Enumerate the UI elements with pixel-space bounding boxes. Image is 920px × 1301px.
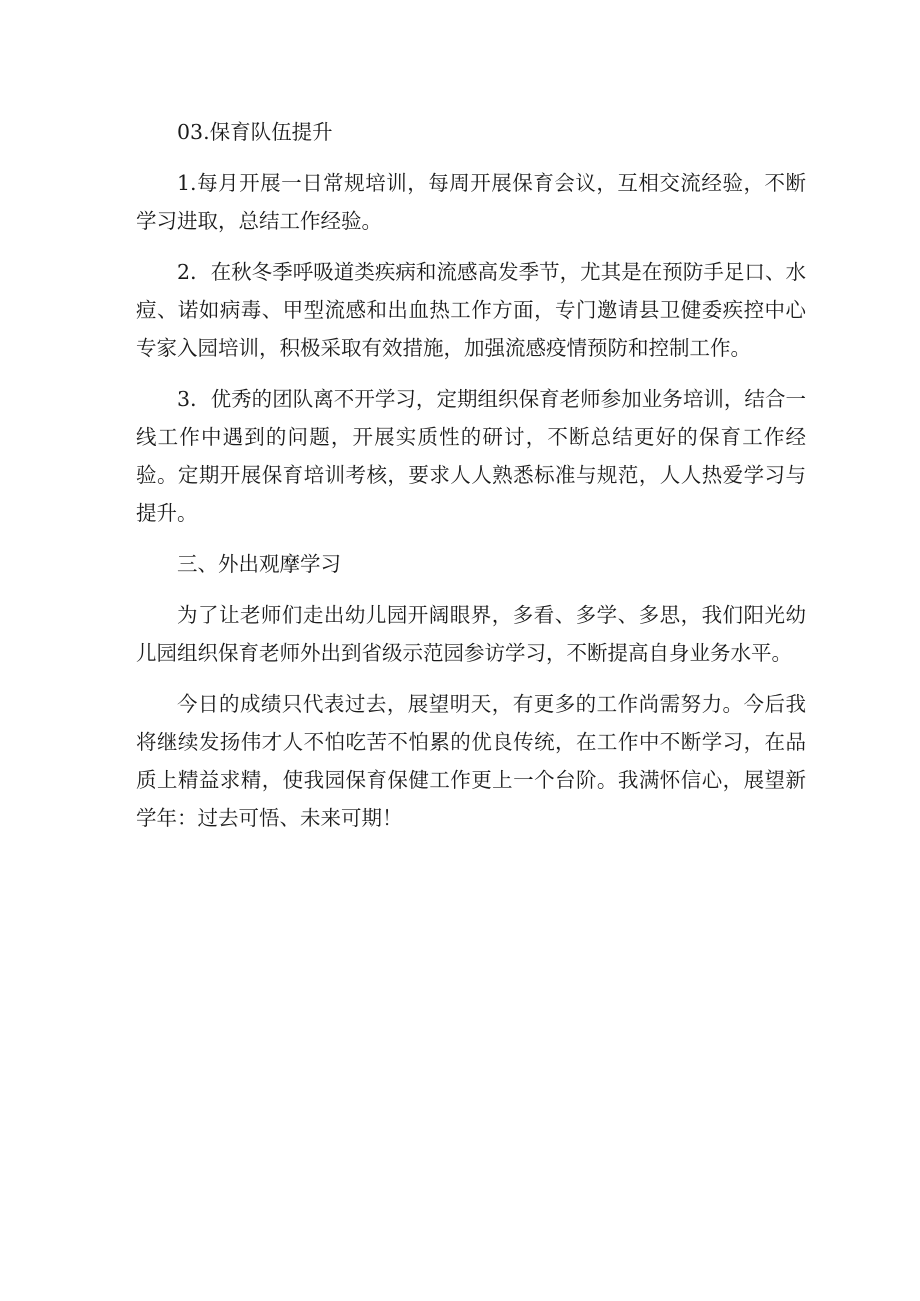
paragraph-external-visit: 为了让老师们走出幼儿园开阔眼界，多看、多学、多思，我们阳光幼儿园组织保育老师外出到省级示范园参访学习，不断提高自身业务水平。 [136, 603, 806, 665]
paragraph-monthly-training: 1.每月开展一日常规培训，每周开展保育会议，互相交流经验，不断学习进取，总结工作经验。 [136, 171, 806, 233]
paragraph-conclusion: 今日的成绩只代表过去，展望明天，有更多的工作尚需努力。今后我将继续发扬伟才人不怕吃苦不怕累的优良传统，在工作中不断学习，在品质上精益求精，使我园保育保健工作更上一个台阶。我满怀信心，展望新学年：过去可悟、未来可期！ [136, 692, 806, 830]
paragraph-team-learning: 3．优秀的团队离不开学习，定期组织保育老师参加业务培训，结合一线工作中遇到的问题，开展实质性的研讨，不断总结更好的保育工作经验。定期开展保育培训考核，要求人人熟悉标准与规范，人人热爱学习与提升。 [136, 387, 806, 525]
document-body [136, 113, 806, 850]
section-heading-external-observation: 三、外出观摩学习 [177, 552, 341, 576]
section-heading-team-improvement: 03.保育队伍提升 [177, 120, 333, 144]
paragraph-flu-prevention: 2．在秋冬季呼吸道类疾病和流感高发季节，尤其是在预防手足口、水痘、诺如病毒、甲型流感和出血热工作方面，专门邀请县卫健委疾控中心专家入园培训，积极采取有效措施，加强流感疫情预防和控制工作。 [136, 260, 806, 360]
